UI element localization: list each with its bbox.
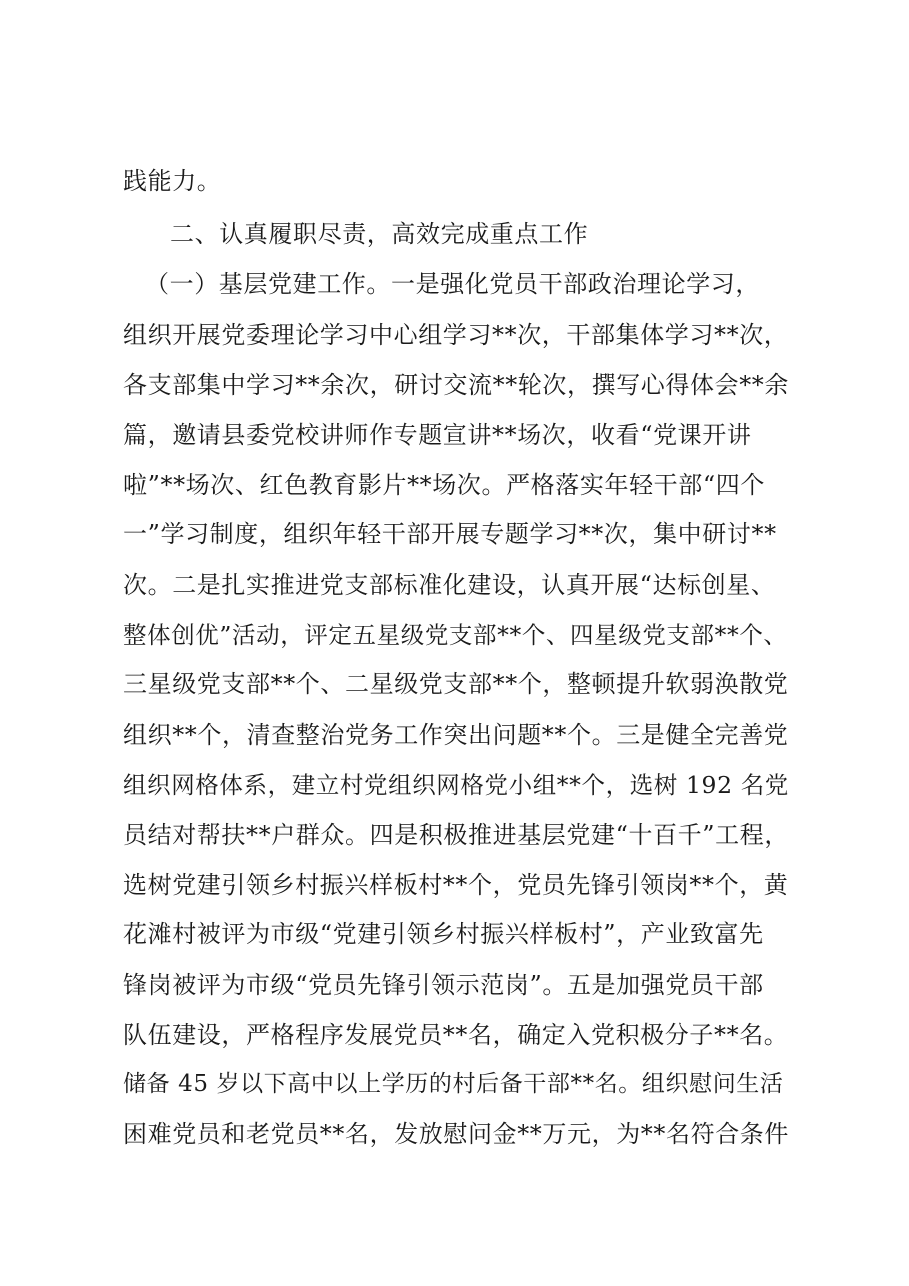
text-line-3: （一）基层党建工作。一是强化党员干部政治理论学习， [145, 270, 760, 298]
text-line-9: 次。二是扎实推进党支部标准化建设，认真开展“达标创星、 [123, 571, 776, 599]
text-line-6: 篇，邀请县委党校讲师作专题宣讲**场次，收看“党课开讲 [123, 421, 752, 449]
text-line-15: 选树党建引领乡村振兴样板村**个，党员先锋引领岗**个，黄 [123, 871, 789, 899]
text-line-8: 一”学习制度，组织年轻干部开展专题学习**次，集中研讨** [123, 520, 777, 548]
text-line-17: 锋岗被评为市级“党员先锋引领示范岗”。五是加强党员干部 [123, 971, 764, 999]
text-line-7: 啦”**场次、红色教育影片**场次。严格落实年轻干部“四个 [123, 471, 765, 499]
text-line-4: 组织开展党委理论学习中心组学习**次，干部集体学习**次， [123, 321, 789, 349]
text-line-18: 队伍建设，严格程序发展党员**名，确定入党积极分子**名。 [123, 1021, 789, 1049]
section-heading: 二、认真履职尽责，高效完成重点工作 [170, 220, 589, 248]
text-line-5: 各支部集中学习**余次，研讨交流**轮次，撰写心得体会**余 [123, 371, 789, 399]
text-line-14: 员结对帮扶**户群众。四是积极推进基层党建“十百千”工程， [123, 821, 789, 849]
text-line-1: 践能力。 [123, 167, 222, 195]
text-line-16: 花滩村被评为市级“党建引领乡村振兴样板村”，产业致富先 [123, 920, 764, 948]
text-line-12: 组织**个，清查整治党务工作突出问题**个。三是健全完善党 [123, 721, 789, 749]
text-line-20: 困难党员和老党员**名，发放慰问金**万元，为**名符合条件 [123, 1120, 789, 1148]
text-line-11: 三星级党支部**个、二星级党支部**个，整顿提升软弱涣散党 [123, 670, 789, 698]
text-line-13: 组织网格体系，建立村党组织网格党小组**个，选树 192 名党 [123, 771, 789, 799]
text-line-10: 整体创优”活动，评定五星级党支部**个、四星级党支部**个、 [123, 621, 788, 649]
text-line-19: 储备 45 岁以下高中以上学历的村后备干部**名。组织慰问生活 [123, 1071, 784, 1097]
